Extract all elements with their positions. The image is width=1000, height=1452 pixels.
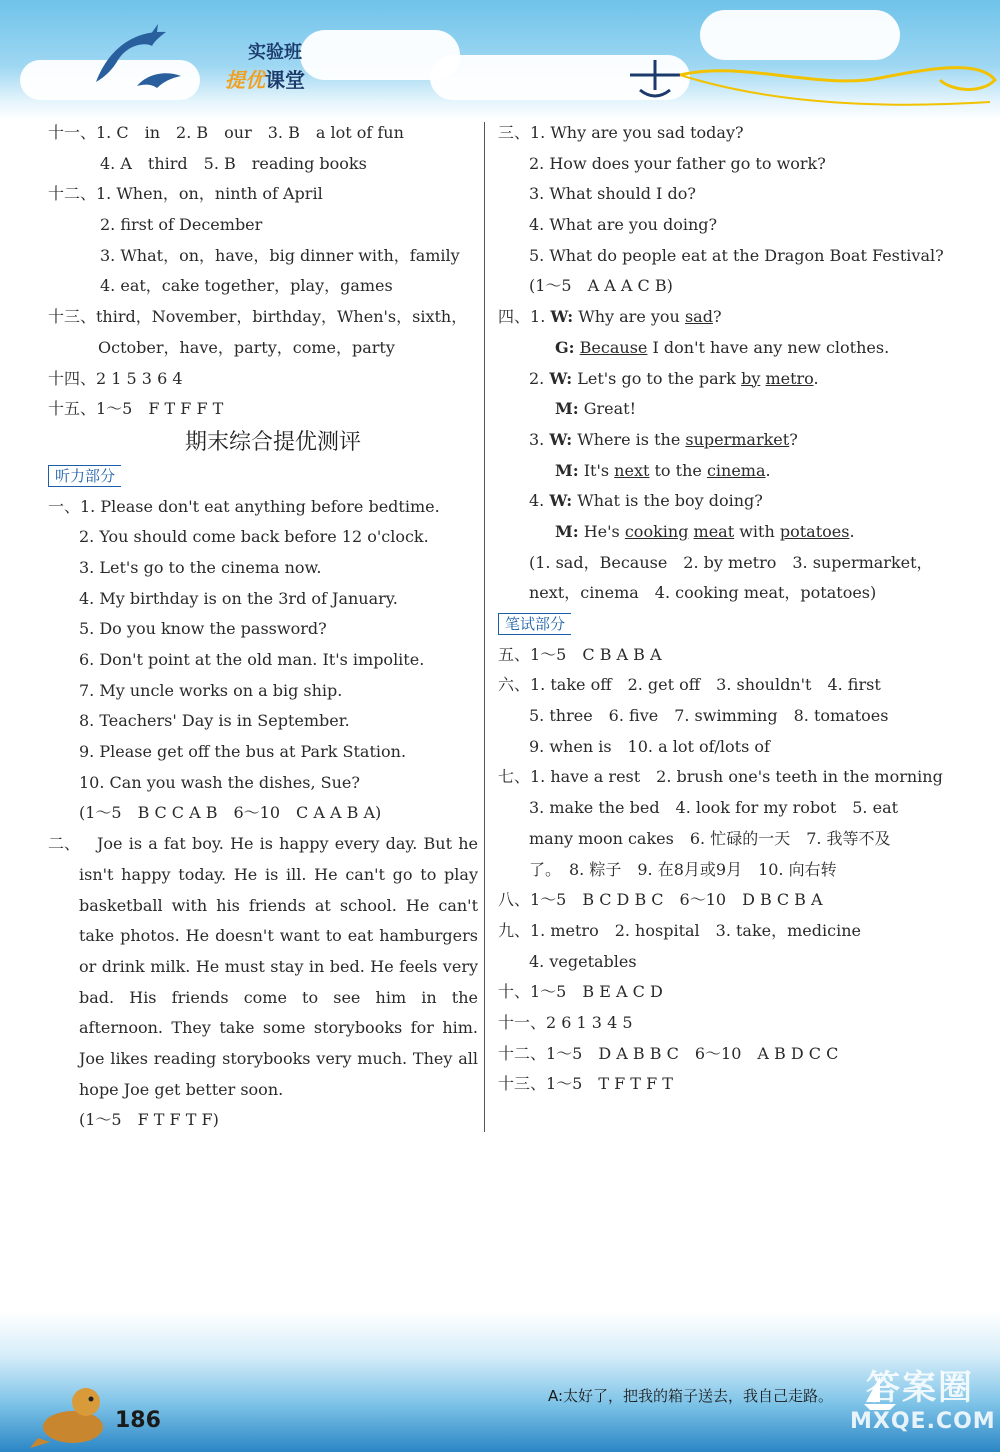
- brand-logo: [200, 38, 330, 93]
- watermark-logo: [850, 1360, 996, 1434]
- answer-line: 十二、1. When，on，ninth of April: [48, 184, 323, 204]
- speaker-w: W:: [549, 491, 573, 511]
- item-number: 4.: [529, 491, 545, 511]
- dialogue-line: [498, 486, 938, 517]
- answer-line: 十三、1～5 T F T F T: [498, 1074, 673, 1094]
- answer-line: 5. What do people eat at the Dragon Boat Festival?: [529, 245, 944, 265]
- brand-line1: 实验班: [248, 42, 302, 63]
- answer-line: 10. Can you wash the dishes, Sue?: [79, 772, 360, 792]
- answer-line: (1. sad，Because 2. by metro 3. supermarket，: [529, 552, 933, 572]
- watermark-line1: 答案圈: [866, 1368, 974, 1408]
- underlined-answer: potatoes: [779, 521, 850, 541]
- answer-line: 八、1～5 B C D B C 6～10 D B C B A: [498, 890, 823, 910]
- dialogue-text: Let's go to the park: [577, 368, 742, 388]
- passage-label: 二、: [48, 834, 81, 854]
- section-title: 期末综合提优测评: [184, 429, 361, 455]
- page-number: 186: [115, 1408, 161, 1433]
- dialogue-line: [498, 394, 938, 425]
- answer-line: 十、1～5 B E A C D: [498, 982, 663, 1002]
- answer-line: 2. first of December: [100, 215, 263, 235]
- dialogue-text: .: [813, 368, 819, 388]
- answer-line: 六、1. take off 2. get off 3. shouldn't 4. first: [498, 675, 881, 695]
- dialogue-text: ?: [789, 429, 798, 449]
- answer-line: October，have，party，come，party: [98, 337, 395, 357]
- answer-line: 4. vegetables: [529, 951, 637, 971]
- answer-line: 2. You should come back before 12 o'clock.: [79, 527, 429, 547]
- speaker-w: W:: [549, 429, 573, 449]
- answer-line: 9. Please get off the bus at Park Station.: [79, 742, 407, 762]
- dialogue-text: to the: [649, 460, 707, 480]
- answer-line: 十一、1. C in 2. B our 3. B a lot of fun: [48, 123, 404, 142]
- answer-line: 4. What are you doing?: [529, 215, 718, 235]
- answer-line: (1～5 B C C A B 6～10 C A A B A): [79, 803, 382, 823]
- page-header-banner: [0, 0, 1000, 120]
- underlined-answer: supermarket: [685, 429, 790, 449]
- underlined-answer: sad: [684, 307, 713, 327]
- item-number: 3.: [529, 429, 545, 449]
- answer-line: (1～5 A A A C B): [529, 276, 673, 296]
- underlined-answer: cinema: [706, 460, 766, 480]
- small-dolphin-icon: [135, 68, 185, 92]
- dialogue-line: [498, 364, 938, 395]
- speaker-w: W:: [550, 307, 574, 327]
- passage-block: [48, 829, 478, 1105]
- underlined-answer: cooking: [624, 521, 689, 541]
- brand-line2-highlight: 提优: [225, 68, 265, 92]
- answer-line: many moon cakes 6. 忙碌的一天 7. 我等不及: [529, 828, 891, 848]
- right-column: [498, 118, 944, 1100]
- speaker-m: M:: [555, 399, 579, 419]
- dialogue-text: Where is the: [577, 429, 686, 449]
- answer-line: 2. How does your father go to work?: [529, 153, 826, 173]
- dialogue-line: [498, 333, 938, 364]
- answer-line: 九、1. metro 2. hospital 3. take，medicine: [498, 920, 861, 940]
- passage-body: Joe is a fat boy. He is happy every day. But he isn't happy today. He is ill. He can't go to play basketball with his friends at school. He can't take photos. He doesn't want to eat hamburgers or drink milk. He must stay in bed. He feels very bad. His friends come to see him in the afternoon. They take some storybooks for him. Joe likes reading storybooks very much. They all hope Joe get better soon.: [79, 834, 478, 1099]
- underlined-answer: meat: [693, 521, 735, 541]
- answer-line: 8. Teachers' Day is in September.: [79, 711, 350, 731]
- speaker-m: M:: [555, 460, 579, 480]
- answer-line: 4. eat，cake together，play，games: [100, 276, 393, 296]
- written-tag-row: [498, 609, 938, 640]
- brand-line2: [200, 64, 330, 93]
- dialogue-text: What is the boy doing?: [577, 491, 763, 511]
- answer-line: 五、1～5 C B A B A: [498, 644, 662, 664]
- answer-line: 十三、third，November，birthday，When's，sixth，: [48, 307, 468, 327]
- underlined-answer: by: [741, 368, 761, 388]
- underlined-answer: metro: [765, 368, 814, 388]
- answer-line: (1～5 F T F T F): [79, 1110, 219, 1130]
- dialogue-text: Great!: [583, 399, 637, 419]
- item-number: 1.: [530, 307, 546, 327]
- written-section-tag: 笔试部分: [498, 613, 571, 635]
- footer-caption: A:太好了，把我的箱子送去，我自己走路。: [548, 1387, 834, 1405]
- speaker-m: M:: [555, 521, 579, 541]
- section-label: 四、: [498, 307, 531, 327]
- dialogue-text: He's: [583, 521, 625, 541]
- underlined-answer: Because: [579, 337, 648, 357]
- answer-line: 3. Let's go to the cinema now.: [79, 557, 322, 577]
- left-column: [48, 118, 478, 1136]
- answer-line: 十五、1～5 F T F F T: [48, 399, 224, 419]
- answer-line: 9. when is 10. a lot of/lots of: [529, 736, 770, 756]
- dialogue-line: [498, 517, 938, 548]
- answer-line: 5. three 6. five 7. swimming 8. tomatoes: [529, 706, 889, 726]
- dialogue-text: ?: [712, 307, 722, 327]
- item-number: 2.: [529, 368, 545, 388]
- answer-line: 4. A third 5. B reading books: [100, 153, 367, 173]
- speaker-w: W:: [549, 368, 573, 388]
- listening-section-tag: 听力部分: [48, 465, 121, 487]
- answer-line: 6. Don't point at the old man. It's impolite.: [79, 650, 425, 669]
- dialogue-text: Why are you: [578, 307, 685, 327]
- dialogue-line: [498, 302, 938, 333]
- answer-line: 3. What should I do?: [529, 184, 696, 204]
- column-divider: [484, 122, 485, 1132]
- answer-line: 十四、2 1 5 3 6 4: [48, 368, 183, 388]
- dialogue-text: I don't have any new clothes.: [647, 337, 890, 357]
- dialogue-line: [498, 425, 938, 456]
- answer-line: next，cinema 4. cooking meat，potatoes): [529, 583, 877, 603]
- answer-line: 3. What，on，have，big dinner with，family: [100, 245, 460, 265]
- passage-text: [48, 829, 478, 1105]
- anchor-rope-icon: [620, 40, 1000, 120]
- answer-line: 一、1. Please don't eat anything before bedtime.: [48, 496, 440, 516]
- underlined-answer: next: [614, 460, 650, 480]
- answer-line: 3. make the bed 4. look for my robot 5. eat: [529, 798, 899, 818]
- dialogue-text: .: [765, 460, 771, 480]
- answer-line: 十一、2 6 1 3 4 5: [498, 1012, 633, 1032]
- brand-line2-rest: 课堂: [265, 68, 305, 92]
- answer-line: 十二、1～5 D A B B C 6～10 A B D C C: [498, 1043, 839, 1063]
- answer-line: 了。 8. 粽子 9. 在8月或9月 10. 向右转: [529, 859, 837, 879]
- answer-line: 4. My birthday is on the 3rd of January.: [79, 588, 398, 608]
- dialogue-text: .: [849, 521, 855, 541]
- watermark-line2: MXQE.COM: [850, 1409, 996, 1434]
- answer-line: 七、1. have a rest 2. brush one's teeth in the morning: [498, 767, 943, 787]
- answer-line: 5. Do you know the password?: [79, 619, 327, 639]
- listening-tag-row: [48, 461, 478, 492]
- answer-line: 三、1. Why are you sad today?: [498, 123, 744, 142]
- dialogue-text: It's: [583, 460, 615, 480]
- sea-lion-icon: [28, 1372, 108, 1452]
- dialogue-line: [498, 456, 938, 487]
- answer-line: 7. My uncle works on a big ship.: [79, 680, 343, 700]
- speaker-g: G:: [555, 337, 575, 357]
- dialogue-text: with: [734, 521, 780, 541]
